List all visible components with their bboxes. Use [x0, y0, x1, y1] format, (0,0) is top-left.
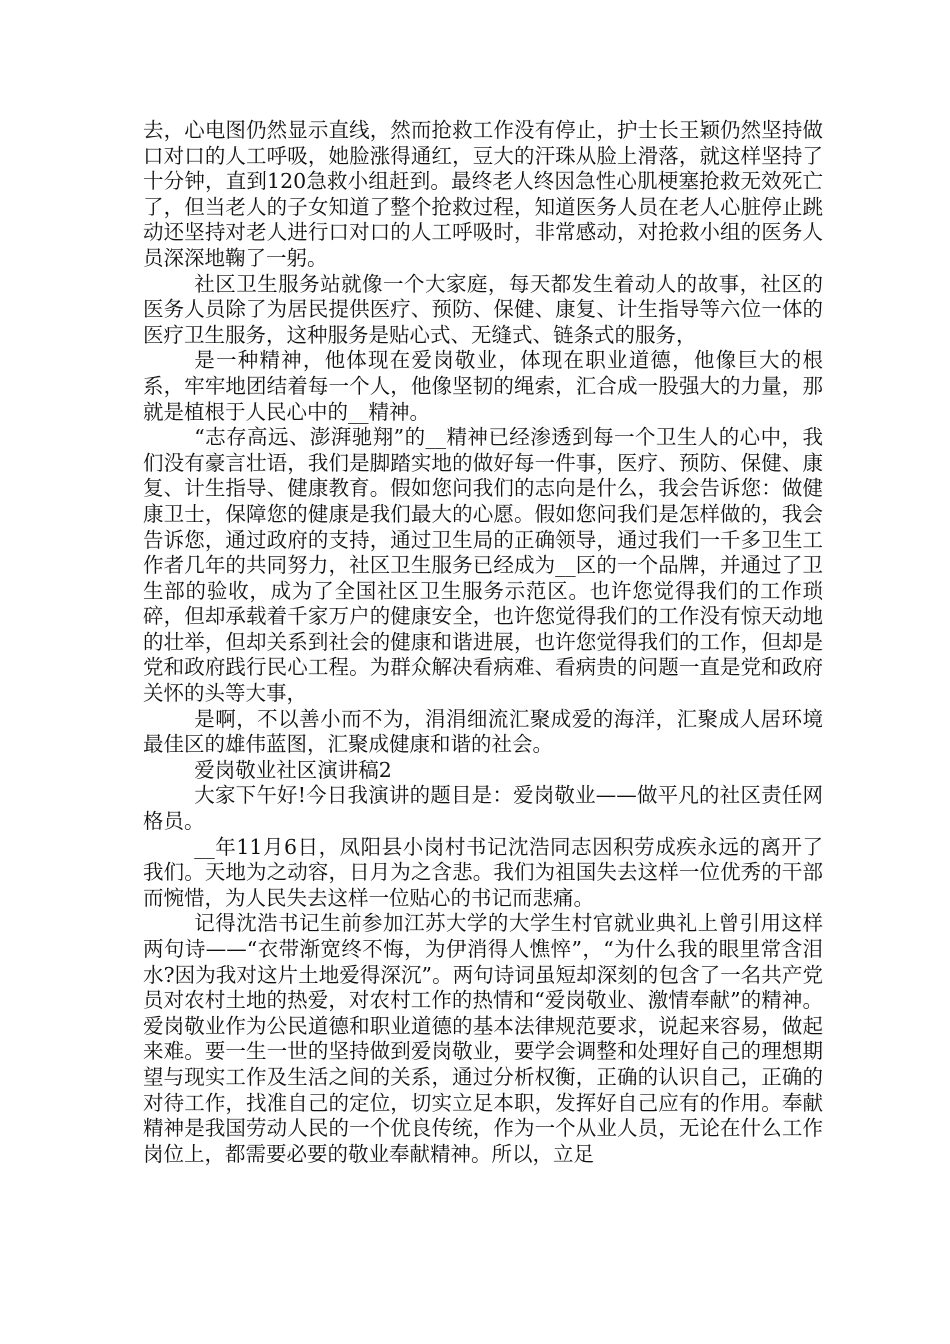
paragraph-5: 是啊，不以善小而不为，涓涓细流汇聚成爱的海洋，汇聚成人居环境最佳区的雄伟蓝图，汇聚成健康和谐的社会。 — [143, 706, 823, 757]
paragraph-7: 大家下午好!今日我演讲的题目是：爱岗敬业——做平凡的社区责任网格员。 — [143, 783, 823, 834]
paragraph-1: 去，心电图仍然显示直线，然而抢救工作没有停止，护士长王颖仍然坚持做口对口的人工呼吸，她脸涨得通红，豆大的汗珠从脸上滑落，就这样坚持了十分钟，直到120急救小组赶到。最终老人终因急性心肌梗塞抢救无效死亡了，但当老人的子女知道了整个抢救过程，知道医务人员在老人心脏停止跳动还坚持对老人进行口对口的人工呼吸时，非常感动，对抢救小组的医务人员深深地鞠了一躬。 — [143, 118, 823, 270]
paragraph-4: “志存高远、澎湃驰翔”的__精神已经渗透到每一个卫生人的心中，我们没有豪言壮语，我们是脚踏实地的做好每一件事，医疗、预防、保健、康复、计生指导、健康教育。假如您问我们的志向是什么，我会告诉您：做健康卫士，保障您的健康是我们最大的心愿。假如您问我们是怎样做的，我会告诉您，通过政府的支持，通过卫生局的正确领导，通过我们一千多卫生工作者几年的共同努力，社区卫生服务已经成为__区的一个品牌，并通过了卫生部的验收，成为了全国社区卫生服务示范区。也许您觉得我们的工作琐碎，但却承载着千家万户的健康安全，也许您觉得我们的工作没有惊天动地的壮举，但却关系到社会的健康和谐进展，也许您觉得我们的工作，但却是党和政府践行民心工程。为群众解决看病难、看病贵的问题一直是党和政府关怀的头等大事， — [143, 425, 823, 706]
paragraph-2: 社区卫生服务站就像一个大家庭，每天都发生着动人的故事，社区的医务人员除了为居民提供医疗、预防、保健、康复、计生指导等六位一体的医疗卫生服务，这种服务是贴心式、无缝式、链条式的服务， — [143, 271, 823, 347]
section-heading: 爱岗敬业社区演讲稿2 — [194, 757, 392, 782]
paragraph-3: 是一种精神，他体现在爱岗敬业，体现在职业道德，他像巨大的根系，牢牢地团结着每一个人，他像坚韧的绳索，汇合成一股强大的力量，那就是植根于人民心中的__精神。 — [143, 348, 823, 424]
paragraph-9: 记得沈浩书记生前参加江苏大学的大学生村官就业典礼上曾引用这样两句诗——“衣带渐宽终不悔，为伊消得人憔悴”，“为什么我的眼里常含泪水?因为我对这片土地爱得深沉”。两句诗词虽短却深刻的包含了一名共产党员对农村土地的热爱，对农村工作的热情和“爱岗敬业、激情奉献”的精神。爱岗敬业作为公民道德和职业道德的基本法律规范要求，说起来容易，做起来难。要一生一世的坚持做到爱岗敬业，要学会调整和处理好自己的理想期望与现实工作及生活之间的关系，通过分析权衡，正确的认识自己，正确的对待工作，找准自己的定位，切实立足本职，发挥好自己应有的作用。奉献精神是我国劳动人民的一个优良传统，作为一个从业人员，无论在什么工作岗位上，都需要必要的敬业奉献精神。所以，立足 — [143, 911, 823, 1166]
paragraph-8: __年11月6日，凤阳县小岗村书记沈浩同志因积劳成疾永远的离开了我们。天地为之动容，日月为之含悲。我们为祖国失去这样一位优秀的干部而惋惜，为人民失去这样一位贴心的书记而悲痛。 — [143, 834, 823, 910]
document-page — [143, 118, 823, 1167]
